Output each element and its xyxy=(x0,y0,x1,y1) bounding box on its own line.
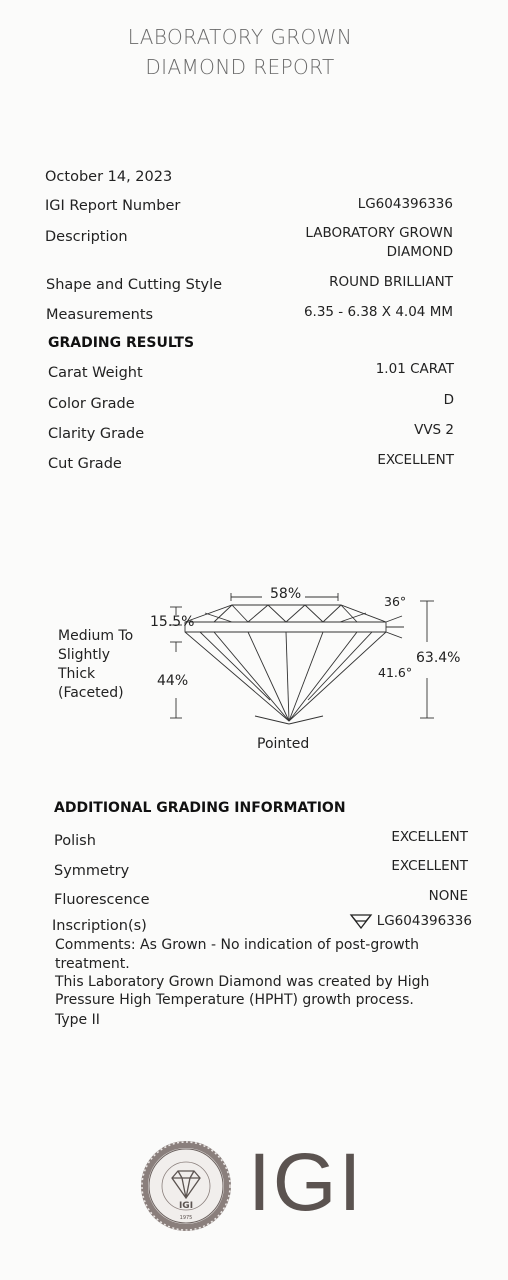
cut-label: Cut Grade xyxy=(48,456,122,472)
report-date: October 14, 2023 xyxy=(45,169,173,185)
report-number-value: LG604396336 xyxy=(357,196,453,212)
crown-height: 15.5% xyxy=(150,614,195,630)
cut-value: EXCELLENT xyxy=(377,452,454,468)
inscription-label: Inscription(s) xyxy=(52,918,147,934)
comments-line1: Comments: As Grown - No indication of post-growth xyxy=(55,937,420,953)
shape-label: Shape and Cutting Style xyxy=(46,277,223,293)
report-title-line2: DIAMOND REPORT xyxy=(145,55,335,79)
measurements-value: 6.35 - 6.38 X 4.04 MM xyxy=(303,304,453,320)
additional-info-heading: ADDITIONAL GRADING INFORMATION xyxy=(54,800,346,816)
girdle-label-line3: Thick xyxy=(58,666,96,682)
grading-results-heading: GRADING RESULTS xyxy=(48,335,195,351)
color-label: Color Grade xyxy=(48,396,135,412)
fluorescence-label: Fluorescence xyxy=(54,892,150,908)
igi-seal-logo xyxy=(138,1138,234,1234)
girdle-label-line2: Slightly xyxy=(58,647,111,663)
comments-line2: treatment. xyxy=(55,956,130,972)
igi-inscription-logo-icon xyxy=(348,913,374,929)
comments-line5: Type II xyxy=(55,1012,100,1028)
culet-label: Pointed xyxy=(257,736,310,752)
igi-brand-wordmark: IGI xyxy=(248,1137,364,1228)
crown-angle: 36° xyxy=(384,594,407,609)
polish-label: Polish xyxy=(54,833,96,849)
description-label: Description xyxy=(45,229,128,245)
measurements-label: Measurements xyxy=(46,307,154,323)
inscription-value: LG604396336 xyxy=(376,913,472,929)
clarity-label: Clarity Grade xyxy=(48,426,145,442)
carat-value: 1.01 CARAT xyxy=(375,361,454,377)
inscription-value-group xyxy=(348,913,472,929)
symmetry-label: Symmetry xyxy=(54,863,130,879)
pavilion-angle: 41.6° xyxy=(378,665,413,680)
description-value-line2: DIAMOND xyxy=(386,244,453,260)
fluorescence-value: NONE xyxy=(428,888,468,904)
clarity-value: VVS 2 xyxy=(414,422,454,438)
polish-value: EXCELLENT xyxy=(391,829,468,845)
shape-value: ROUND BRILLIANT xyxy=(329,274,453,290)
table-percentage: 58% xyxy=(270,586,302,602)
comments-line3: This Laboratory Grown Diamond was created by High xyxy=(55,974,430,990)
pavilion-depth: 44% xyxy=(157,673,189,689)
report-number-label: IGI Report Number xyxy=(45,198,181,214)
description-value-line1: LABORATORY GROWN xyxy=(305,225,453,241)
svg-text:IGI: IGI xyxy=(178,1201,194,1211)
girdle-label-line1: Medium To xyxy=(58,628,134,644)
color-value: D xyxy=(443,392,454,408)
symmetry-value: EXCELLENT xyxy=(391,858,468,874)
svg-text:1975: 1975 xyxy=(179,1215,193,1221)
girdle-label-line4: (Faceted) xyxy=(58,685,124,701)
carat-label: Carat Weight xyxy=(48,365,143,381)
report-title-line1: LABORATORY GROWN xyxy=(127,25,353,49)
total-depth: 63.4% xyxy=(416,650,461,666)
comments-line4: Pressure High Temperature (HPHT) growth process. xyxy=(55,992,414,1008)
